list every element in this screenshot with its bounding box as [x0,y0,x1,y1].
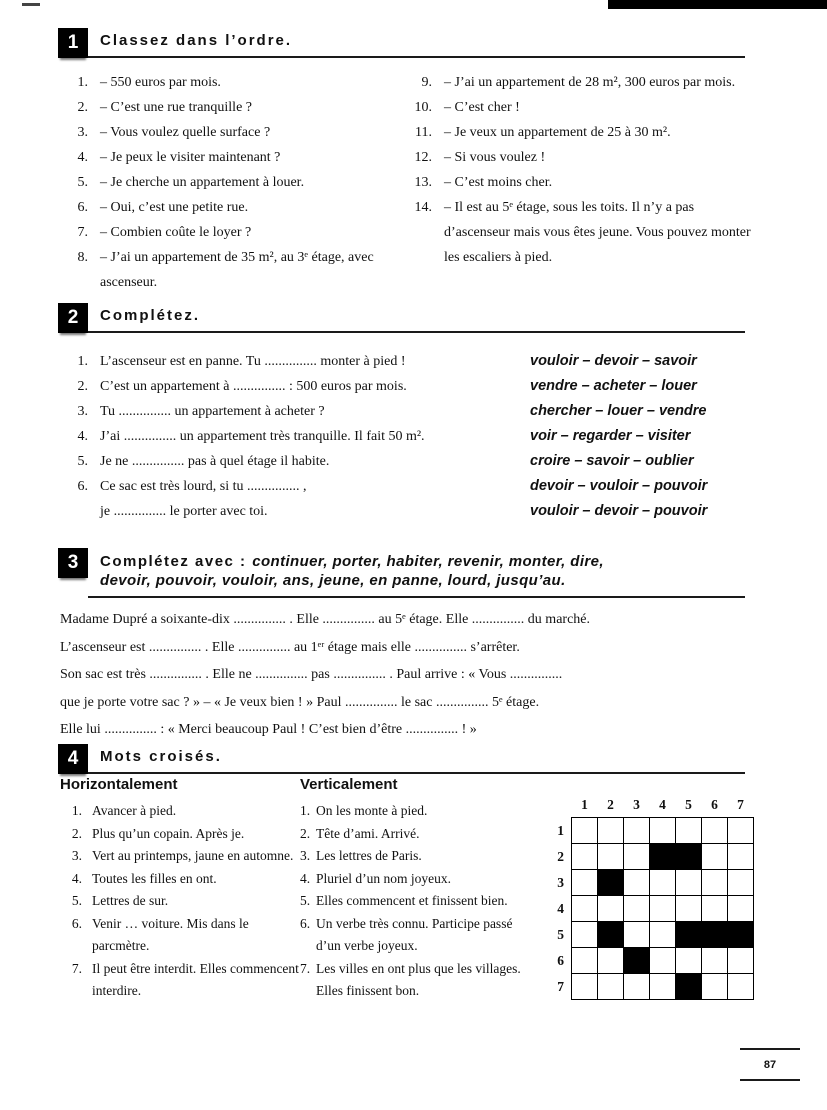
grid-cell [676,974,702,1000]
exercise1-title: Classez dans l’ordre. [100,32,293,49]
list-item [60,245,418,295]
clue-number: 1. [71,803,82,818]
exercise3-word-bank-line2: devoir, pouvoir, vouloir, ans, jeune, en panne, lourd, jusqu’au. [100,572,566,589]
exercise1-right-column [398,70,756,270]
grid-cell [650,818,676,844]
grid-cell [650,896,676,922]
exercise-number-box: 4 [58,744,88,774]
clue [300,913,538,958]
clue-text: Vert au printemps, jaune en automne. [92,848,294,863]
clue-number: 2. [300,825,311,841]
grid-col-label: 4 [659,797,666,812]
list-item [398,70,756,95]
vertical-clues-header: Verticalement [300,776,398,793]
grid-cell [572,974,598,1000]
grid-cell [676,818,702,844]
grid-cell [624,844,650,870]
item-text: – Je cherche un appartement à louer. [100,175,305,190]
clue-number: 5. [300,893,311,908]
item-number: 4. [77,150,88,165]
grid-col-label: 3 [633,797,640,812]
grid-cell [728,974,754,1000]
paragraph-line: Son sac est très ............... . Elle ne ............... pas ............... . Paul arrive : « Vous ............... [60,667,563,682]
list-item [60,145,418,170]
clue [60,913,300,958]
grid-cell [728,818,754,844]
clue-text: Avancer à pied. [92,803,177,818]
clue-text: Les villes en ont plus que les villages. Elles finissent bon. [316,960,521,998]
grid-cell [702,896,728,922]
exercise-number-box: 3 [58,548,88,578]
verb-options: devoir – vouloir – pouvoir [530,478,708,494]
horizontal-clues-header: Horizontalement [60,776,178,793]
item-text: Tu ............... un appartement à acheter ? [100,404,325,419]
grid-cell [650,922,676,948]
item-number: 7. [77,225,88,240]
clue [60,823,300,846]
clue-text: Plus qu’un copain. Après je. [92,825,245,841]
crossword-grid [546,792,754,1000]
grid-cell [702,948,728,974]
clue-number: 4. [300,870,311,886]
exercise4-header [58,744,745,774]
item-number: 3. [77,404,88,419]
grid-cell [650,974,676,1000]
grid-cell [650,844,676,870]
list-item [60,70,418,95]
clue [60,800,300,823]
grid-cell [598,922,624,948]
grid-cell [572,870,598,896]
grid-cell [728,870,754,896]
list-item [60,120,418,145]
grid-cell [624,896,650,922]
grid-row-label: 1 [557,822,564,838]
clue-text: Les lettres de Paris. [316,848,422,863]
exercise3-paragraph [60,606,826,744]
item-text: je ............... le porter avec toi. [100,504,268,519]
clue [60,958,300,1003]
grid-cell [676,844,702,870]
clue [300,868,538,891]
grid-cell [598,818,624,844]
grid-cell [624,948,650,974]
item-number: 9. [421,75,432,90]
grid-col-label: 6 [711,797,718,812]
grid-row-label: 2 [557,848,564,864]
grid-cell [624,818,650,844]
grid-cell [676,948,702,974]
grid-cell [572,818,598,844]
grid-cell [676,870,702,896]
clue-number: 4. [71,870,82,886]
item-number: 4. [77,429,88,444]
clue-text: Il peut être interdit. Elles commencent interdire. [92,960,299,998]
list-item [398,145,756,170]
clue-number: 7. [300,960,311,976]
item-text: Ce sac est très lourd, si tu ............... , [100,479,307,494]
grid-cell [572,896,598,922]
clue-number: 2. [71,825,82,841]
grid-cell [702,870,728,896]
item-text: – Il est au 5ᵉ étage, sous les toits. Il n’y a pas d’ascenseur mais vous êtes jeune. Vous pouvez monter les escaliers à pied. [444,200,751,265]
item-text: J’ai ............... un appartement très tranquille. Il fait 50 m². [100,429,425,444]
grid-col-label: 1 [581,797,588,812]
grid-cell [572,922,598,948]
exercise2-title: Complétez. [100,307,201,324]
grid-cell [728,922,754,948]
exercise3-header [58,548,745,598]
fill-in-row [60,474,707,499]
grid-cell [598,844,624,870]
item-text: – J’ai un appartement de 28 m², 300 euros par mois. [444,75,736,90]
grid-cell [676,922,702,948]
item-text: – Je veux un appartement de 25 à 30 m². [444,125,671,140]
item-number: 1. [77,354,88,369]
clue-number: 6. [71,915,82,931]
horizontal-clues [60,800,300,1003]
page-footer [740,1048,800,1081]
paragraph-line: que je porte votre sac ? » – « Je veux bien ! » Paul ............... le sac ............... 5ᵉ étage. [60,694,540,710]
item-number: 1. [77,75,88,90]
item-text: C’est un appartement à ............... : 500 euros par mois. [100,379,407,394]
item-number: 10. [414,100,432,115]
exercise2-header [58,303,745,333]
list-item [398,170,756,195]
item-text: – C’est une rue tranquille ? [100,100,253,115]
clue [300,958,538,1003]
list-item [398,195,756,270]
item-text: – J’ai un appartement de 35 m², au 3ᵉ étage, avec ascenseur. [100,250,374,290]
grid-corner [546,792,572,818]
grid-cell [624,922,650,948]
verb-options: vouloir – devoir – pouvoir [530,503,708,519]
page-number: 87 [763,1059,777,1071]
fill-in-row [60,424,707,449]
item-text: – Vous voulez quelle surface ? [100,125,271,140]
clue-text: Elles commencent et finissent bien. [316,893,508,908]
clue-number: 3. [300,848,311,863]
clue-number: 1. [300,803,311,818]
grid-cell [702,818,728,844]
grid-cell [598,948,624,974]
exercise1-left-column [60,70,418,295]
list-item [60,170,418,195]
exercise4-title: Mots croisés. [100,748,222,765]
clue [300,845,538,868]
fill-in-row [60,499,707,524]
paragraph-line: L’ascenseur est ............... . Elle ............... au 1ᵉʳ étage mais elle ............... s’arrêter. [60,639,520,655]
item-text: – Je peux le visiter maintenant ? [100,150,281,165]
exercise2-rows [60,349,707,524]
grid-cell [702,974,728,1000]
item-text: – 550 euros par mois. [100,75,221,90]
clue-text: Toutes les filles en ont. [92,870,217,886]
vertical-clues [300,800,538,1003]
list-item [60,195,418,220]
grid-cell [598,870,624,896]
grid-cell [702,844,728,870]
clue [300,823,538,846]
verb-options: vendre – acheter – louer [530,378,697,394]
scan-artifact-bar [608,0,827,9]
clue-number: 6. [300,915,311,931]
item-number: 14. [414,200,432,215]
scan-artifact-dash [22,3,40,6]
clue [60,845,300,868]
grid-col-label: 2 [607,797,614,812]
crossword-table [546,792,754,1000]
grid-row-label: 7 [557,978,564,994]
paragraph-line: Madame Dupré a soixante-dix ............... . Elle ............... au 5ᵉ étage. Elle ............... du marché. [60,612,591,627]
clue-text: Un verbe très connu. Participe passé d’un verbe joyeux. [316,915,513,953]
item-number: 2. [77,379,88,394]
item-text: – C’est cher ! [444,100,520,115]
clue-text: On les monte à pied. [316,803,428,818]
paragraph-line: Elle lui ............... : « Merci beaucoup Paul ! C’est bien d’être ............... ! » [60,722,477,737]
grid-row-label: 4 [557,900,564,916]
list-item [60,220,418,245]
clue-text: Venir … voiture. Mis dans le parcmètre. [92,915,249,953]
clue-text: Pluriel d’un nom joyeux. [316,870,451,886]
grid-cell [572,844,598,870]
item-text: – Si vous voulez ! [444,150,546,165]
item-text: – Oui, c’est une petite rue. [100,200,249,215]
exercise-number-box: 2 [58,303,88,333]
fill-in-row [60,374,707,399]
clue [300,800,538,823]
grid-col-label: 5 [685,797,692,812]
item-text: – C’est moins cher. [444,175,553,190]
fill-in-row [60,399,707,424]
item-number: 8. [77,250,88,265]
clue-number: 5. [71,893,82,908]
grid-row-label: 5 [557,926,564,942]
exercise1-header [58,28,745,58]
clue-number: 3. [71,848,82,863]
grid-cell [624,870,650,896]
item-number: 13. [414,175,432,190]
grid-col-label: 7 [737,797,744,812]
grid-cell [572,948,598,974]
grid-cell [676,896,702,922]
grid-cell [598,896,624,922]
grid-cell [650,948,676,974]
clue [60,890,300,913]
list-item [398,95,756,120]
item-number: 12. [414,150,432,165]
grid-cell [728,844,754,870]
item-number: 6. [77,200,88,215]
clue-text: Lettres de sur. [92,893,169,908]
item-number: 3. [77,125,88,140]
item-number: 11. [415,125,432,140]
item-text: – Combien coûte le loyer ? [100,225,252,240]
list-item [398,120,756,145]
verb-options: chercher – louer – vendre [530,403,707,419]
grid-cell [598,974,624,1000]
fill-in-row [60,449,707,474]
clue-text: Tête d’ami. Arrivé. [316,825,420,841]
grid-cell [650,870,676,896]
item-number: 2. [77,100,88,115]
item-number: 5. [77,454,88,469]
clue [300,890,538,913]
item-number: 5. [77,175,88,190]
grid-cell [624,974,650,1000]
grid-cell [728,948,754,974]
list-item [60,95,418,120]
exercise3-title-prefix: Complétez avec : [100,553,253,570]
verb-options: voir – regarder – visiter [530,428,691,444]
grid-cell [702,922,728,948]
grid-row-label: 6 [557,952,564,968]
verb-options: vouloir – devoir – savoir [530,353,697,369]
grid-row-label: 3 [557,874,564,890]
item-text: Je ne ............... pas à quel étage il habite. [100,454,330,469]
clue-number: 7. [71,960,82,976]
exercise3-word-bank-line1: continuer, porter, habiter, revenir, monter, dire, [252,553,604,570]
grid-cell [728,896,754,922]
clue [60,868,300,891]
fill-in-row [60,349,707,374]
item-number: 6. [77,479,88,494]
exercise-number-box: 1 [58,28,88,58]
item-text: L’ascenseur est en panne. Tu ............... monter à pied ! [100,354,406,369]
verb-options: croire – savoir – oublier [530,453,694,469]
